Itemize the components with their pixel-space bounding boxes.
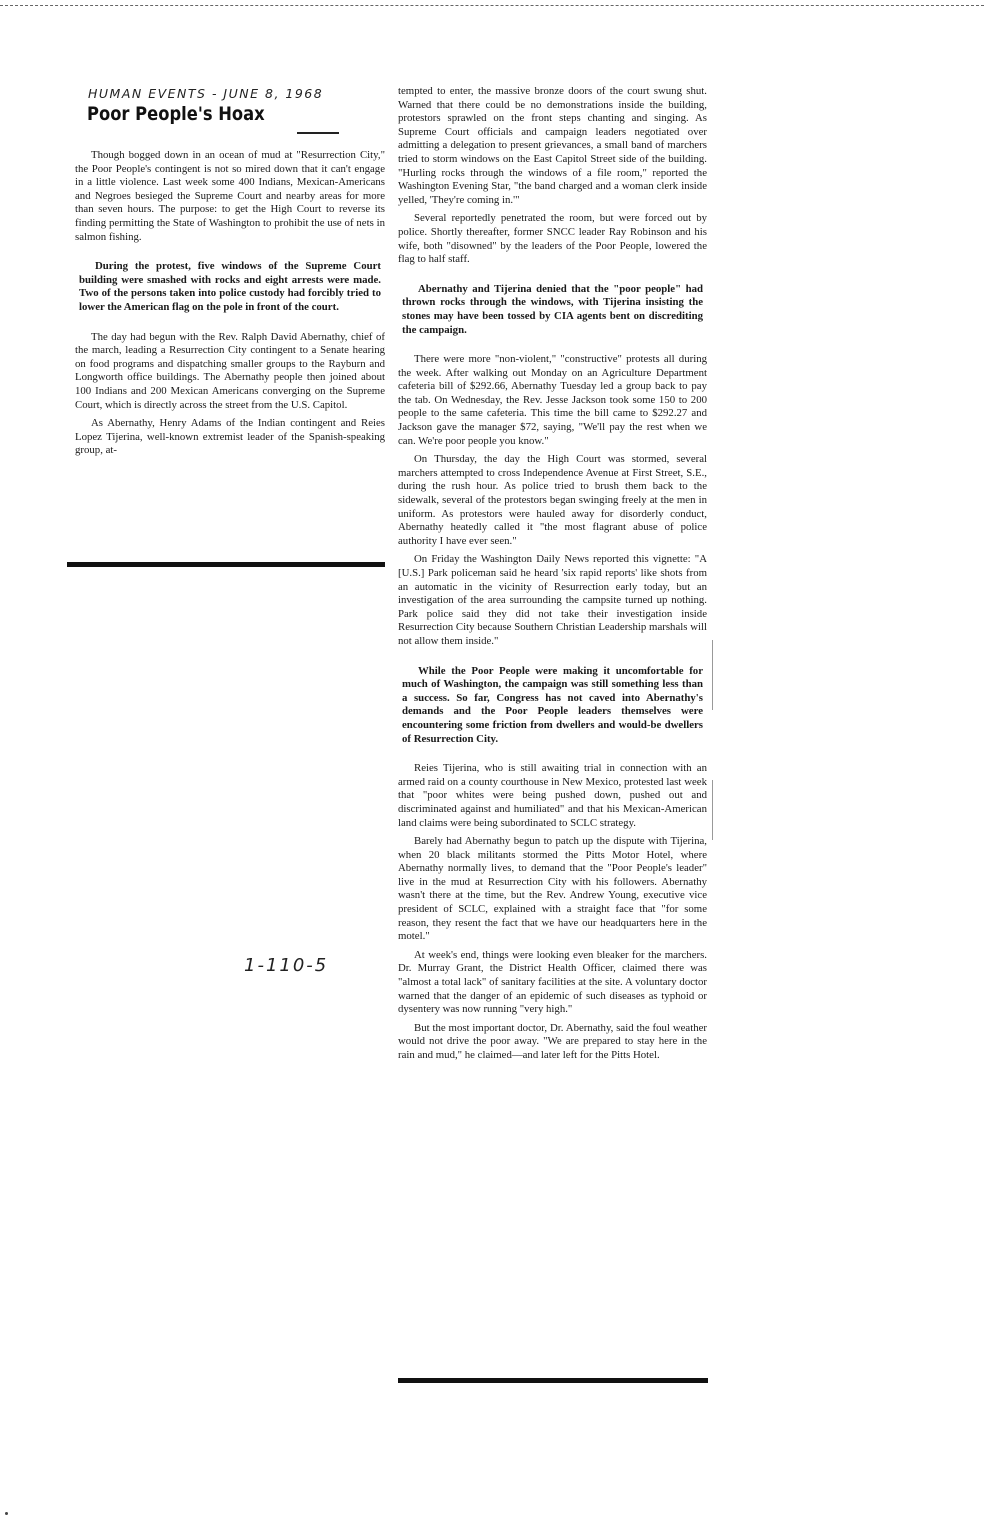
paragraph: But the most important doctor, Dr. Abernathy, said the foul weather would not drive the poor away. "We are prepared to stay here in the rain and mud," he claimed—and later left for the Pitts Hotel. [398,1021,707,1061]
right-column [398,85,707,1068]
pull-quote: While the Poor People were making it uncomfortable for much of Washington, the campaign was still something less than a success. So far, Congress has not caved into Abernathy's demands and the Poor People leaders themselves were encountering some friction from dwellers and would-be dwellers of Resurrection City. [402,664,703,745]
paragraph: Barely had Abernathy begun to patch up the dispute with Tijerina, when 20 black militants stormed the Pitts Motor Hotel, where Abernathy normally lives, to demand that the "Poor People's leader" live in the mud at Resurrection City with his followers. Abernathy wasn't there at the time, but the Rev. Andrew Young, executive vice president of SCLC, explained with a straight face that "for some reason, they resent the fact that we have our headquarters here in the motel." [398,835,707,943]
scan-top-edge [0,5,984,6]
paragraph: Though bogged down in an ocean of mud at "Resurrection City," the Poor People's contingent is not so mired down that it can't engage in a little violence. Last week some 400 Indians, Mexican-Americans and Negroes besieged the Supreme Court and nearby areas for more than seven hours. The purpose: to get the High Court to reverse its finding permitting the State of Washington to prohibit the use of nets in salmon fishing. [75,149,385,243]
paragraph: The day had begun with the Rev. Ralph David Abernathy, chief of the march, leading a Resurrection City contingent to a Senate hearing on food programs and dispatching smaller groups to the Rayburn and Longworth office buildings. The Abernathy people then joined about 100 Indians and 200 Mexican Americans converging on the Supreme Court, which is directly across the street from the U.S. Capitol. [75,330,385,411]
headline-dash [297,132,339,134]
handwritten-source-note: HUMAN EVENTS - JUNE 8, 1968 [88,86,324,101]
paragraph: Several reportedly penetrated the room, but were forced out by police. Shortly thereafter, former SNCC leader Ray Robinson and his wife, both "disowned" by the leaders of the Poor People, lowered the flag to half staff. [398,212,707,266]
pull-quote: During the protest, five windows of the Supreme Court building were smashed with rocks and eight arrests were made. Two of the persons taken into police custody had forcibly tried to lower the American flag on the pole in front of the court. [79,260,381,313]
paragraph: On Thursday, the day the High Court was stormed, several marchers attempted to cross Independence Avenue at First Street, S.E., during the rush hour. As police tried to brush them back to the sidewalk, several of the protestors began swinging freely at the men in uniform. As protestors were hauled away for disorderly conduct, Abernathy heatedly called it "the most flagrant abuse of police authority I have ever seen." [398,453,707,547]
handwritten-file-number: 1-110-5 [244,955,329,976]
headline: Poor People's Hoax [87,103,265,125]
scan-speck [5,1512,8,1515]
paragraph: At week's end, things were looking even bleaker for the marchers. Dr. Murray Grant, the District Health Officer, claimed there was "almost a total lack" of sanitary facilities at the site. A voluntary doctor warned that the danger of an epidemic of such diseases as typhoid or dysentery was now running "very high." [398,948,707,1016]
left-column [75,149,385,463]
paragraph: tempted to enter, the massive bronze doors of the court swung shut. Warned that there could be no demonstrations inside the building, protestors sprawled on the front steps chanting and singing. As Supreme Court officials and campaign leaders negotiated over admitting a delegation to present grievances, a small band of marchers tried to storm windows on the East Capitol Street side of the building. "Hurling rocks through the windows of a file room," reported the Washington Evening Star, "the band charged and a woman clerk inside yelled, 'They're coming in.'" [398,85,707,206]
scan-margin-mark [712,780,713,840]
right-column-end-rule [398,1378,708,1383]
paragraph: On Friday the Washington Daily News reported this vignette: "A [U.S.] Park policeman said he heard 'six rapid reports' like shots from an automatic in the vicinity of Resurrection early today, but an investigation of the area surrounding the campsite turned up nothing. Park police said they did not take their investigation inside Resurrection City because Southern Christian Leadership marshals will not allow them inside." [398,553,707,647]
paragraph: As Abernathy, Henry Adams of the Indian contingent and Reies Lopez Tijerina, well-known extremist leader of the Spanish-speaking group, at- [75,417,385,457]
scan-margin-mark [712,640,713,710]
pull-quote: Abernathy and Tijerina denied that the "poor people" had thrown rocks through the windows, with Tijerina insisting the stones may have been tossed by CIA agents bent on discrediting the campaign. [402,282,703,336]
paragraph: There were more "non-violent," "constructive" protests all during the week. After walking out Monday on an Agriculture Department cafeteria bill of $292.66, Abernathy Tuesday led a group back to pay the tab. On Wednesday, the Rev. Jesse Jackson took some 150 to 200 people to the same cafeteria. This time the bill came to $292.27 and Jackson gave the manager $72, saying, "We'll pay the rest when we can. We're poor people you know." [398,353,707,447]
paragraph: Reies Tijerina, who is still awaiting trial in connection with an armed raid on a county courthouse in New Mexico, protested last week that "poor whites were being pushed down, pushed out and discriminated against and humiliated" and that his Mexican-American land claims were being subordinated to SCLC strategy. [398,762,707,829]
left-column-end-rule [67,562,385,567]
